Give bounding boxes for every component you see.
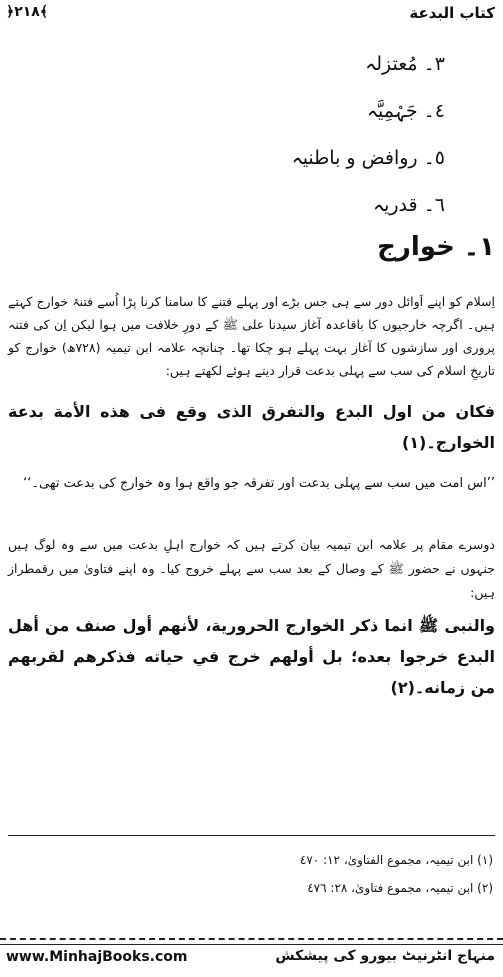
- arabic-quote-second: والنبى ﷺ انما ذكر الخوارج الحرورية، لأنهم أول صنف من أهل البدع خرجوا بعده؛ بل أولهم خرج في حياته فذكرهم لقربهم من زمانه۔(٢): [8, 616, 495, 697]
- footnote-divider: [8, 835, 495, 836]
- page-number: ﴿٢١٨﴾: [6, 4, 49, 20]
- paragraph-second: دوسرے مقام پر علامہ ابن تیمیہ بیان کرتے ہیں کہ خوارج اہلِ بدعت میں سے وہ لوگ ہیں جنہوں نے حضور ﷺ کے وصال کے بعد سب سے پہلے خروج کیا۔ وہ اپنے فتاویٰ میں رقمطراز ہیں:: [8, 537, 495, 600]
- section-heading: ١۔ خوارج: [377, 232, 495, 262]
- list-item: ٣۔ مُعتزلہ: [365, 53, 445, 75]
- website-link[interactable]: www.MinhajBooks.com: [6, 949, 188, 965]
- publisher-credit: منہاج انٹرنیٹ بیورو کی پیشکش: [275, 948, 495, 964]
- quote-translation: ’’اس امت میں سب سے پہلی بدعت اور تفرقہ جو واقع ہوا وہ خوارج کی بدعت تھی۔‘‘: [23, 476, 495, 491]
- arabic-quote: فكان من اول البدع والتفرق الذى وقع فى هذه الأمة بدعة الخوارج۔(١): [8, 402, 495, 452]
- list-item: ٥۔ روافض و باطنیہ: [291, 147, 445, 169]
- footnote: (١) ابن تیمیہ، مجموع الفتاویٰ، ١٢: ٤٧٠: [299, 853, 493, 867]
- footnote: (٢) ابن تیمیہ، مجموع فتاویٰ، ٢٨: ٤٧٦: [307, 881, 493, 895]
- paragraph-intro: اِسلام کو اپنے اَوائل دور سے ہی جس بڑے اور پہلے فتنے کا سامنا کرنا پڑا اُسے فتنۂ خوارج کہتے ہیں۔ اگرچہ خارجیوں کا باقاعدہ آغاز سیدنا علی ﷺ کے دورِ خلافت میں ہوا لیکن اِن کی فتنہ پروری اور سازشوں کا آغاز بہت پہلے ہو چکا تھا۔ چنانچہ علامہ ابن تیمیہ (٧٢٨ھ) خوارج کو تاریخِ اسلام کی سب سے پہلی بدعت قرار دیتے ہوئے لکھتے ہیں:: [8, 294, 495, 378]
- footnotes: [13, 848, 493, 904]
- list-item: ٤۔ جَہْمِیَّہ: [366, 100, 445, 122]
- sects-list: [145, 52, 445, 240]
- book-title: كتاب البدعة: [409, 4, 495, 22]
- footer-divider: [0, 938, 503, 945]
- list-item: ٦۔ قدریہ: [372, 194, 445, 216]
